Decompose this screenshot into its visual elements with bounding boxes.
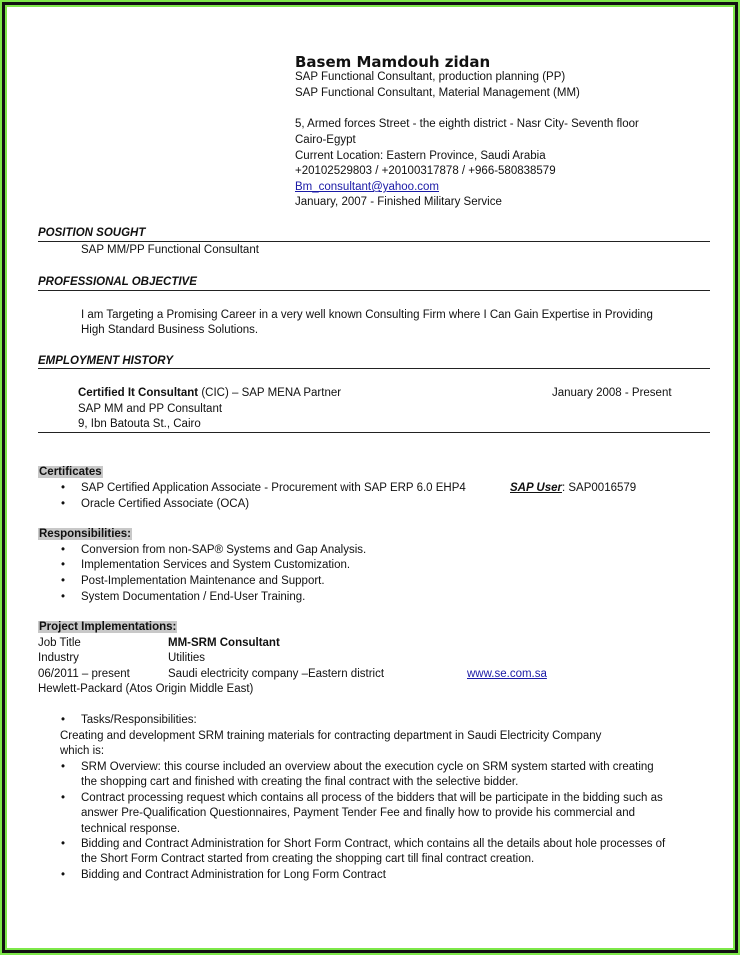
bullet: • [61,869,66,881]
sap-user-label: SAP User [510,482,562,494]
responsibilities-heading: Responsibilities: [39,528,132,540]
divider [38,241,710,242]
certificate-item: SAP Certified Application Associate - Procurement with SAP ERP 6.0 EHP4 [81,482,466,494]
objective-text-1: I am Targeting a Promising Career in a very well known Consulting Firm where I Can Gain Expertise in Providing [81,309,653,321]
address-line: 5, Armed forces Street - the eighth district - Nasr City- Seventh floor [295,118,639,130]
candidate-name: Basem Mamdouh zidan [295,53,491,71]
employment-address: 9, Ibn Batouta St., Cairo [78,418,201,430]
responsibility-item: Implementation Services and System Customization. [81,559,351,571]
task-item-cont: the Short Form Contract started from creating the shopping cart till final contract creation. [81,853,535,865]
address-city: Cairo-Egypt [295,134,356,146]
bullet: • [61,838,66,850]
email-link[interactable]: Bm_consultant@yahoo.com [295,181,439,193]
client-website-link[interactable]: www.se.com.sa [467,668,547,680]
responsibility-item: Conversion from non-SAP® Systems and Gap Analysis. [81,544,367,556]
bullet: • [61,482,66,494]
industry-label: Industry [38,652,79,664]
divider [38,368,710,369]
sap-user-value: : SAP0016579 [562,482,637,494]
project-employer: Hewlett-Packard (Atos Origin Middle East) [38,683,254,695]
task-item: Bidding and Contract Administration for Long Form Contract [81,869,386,881]
industry-value: Utilities [168,652,206,664]
bullet: • [61,544,66,556]
sap-user [510,481,636,495]
objective-text-2: High Standard Business Solutions. [81,324,259,336]
current-location: Current Location: Eastern Province, Saudi Arabia [295,150,546,162]
responsibility-item: System Documentation / End-User Training. [81,591,306,603]
task-item: Contract processing request which contains all process of the bidders that will be participate in the bidding such as [81,792,663,804]
project-period: 06/2011 – present [38,668,130,680]
bullet: • [61,559,66,571]
employer-detail: (CIC) – SAP MENA Partner [198,387,342,399]
tasks-label: Tasks/Responsibilities: [81,714,197,726]
bullet: • [61,498,66,510]
certificate-item: Oracle Certified Associate (OCA) [81,498,250,510]
employment-dates: January 2008 - Present [552,387,672,399]
task-item-cont: answer Pre-Qualification Questionnaires, Payment Tender Fee and finally how to provide his commercial and [81,807,635,819]
divider [38,290,710,291]
bullet: • [61,792,66,804]
task-item-cont: the shopping cart and finished with creating the final contract with the selective bidder. [81,776,519,788]
tasks-intro: Creating and development SRM training materials for contracting department in Saudi Electricity Company [60,730,602,742]
bullet: • [61,591,66,603]
task-item-cont: technical response. [81,823,181,835]
divider [38,432,710,433]
job-title-label: Job Title [38,637,81,649]
job-title-value: MM-SRM Consultant [168,637,280,649]
military-status: January, 2007 - Finished Military Service [295,196,502,208]
employment-role: SAP MM and PP Consultant [78,403,223,415]
position-value: SAP MM/PP Functional Consultant [81,244,259,256]
task-item: SRM Overview: this course included an overview about the execution cycle on SRM system started with creating [81,761,654,773]
project-client: Saudi electricity company –Eastern district [168,668,385,680]
objective-heading: PROFESSIONAL OBJECTIVE [38,276,197,288]
certificates-heading: Certificates [39,466,102,478]
responsibility-item: Post-Implementation Maintenance and Support. [81,575,325,587]
position-heading: POSITION SOUGHT [38,227,146,239]
employer-name: Certified It Consultant [78,387,199,399]
title-mm: SAP Functional Consultant, Material Management (MM) [295,87,580,99]
projects-heading: Project Implementations: [39,621,177,633]
task-item: Bidding and Contract Administration for Short Form Contract, which contains all the details about hole processes of [81,838,666,850]
tasks-intro-2: which is: [60,745,105,757]
bullet: • [61,714,66,726]
bullet: • [61,761,66,773]
title-pp: SAP Functional Consultant, production planning (PP) [295,71,566,83]
employer-line [78,386,341,400]
employment-heading: EMPLOYMENT HISTORY [38,355,174,367]
bullet: • [61,575,66,587]
phone-numbers: +20102529803 / +20100317878 / +966-580838579 [295,165,556,177]
